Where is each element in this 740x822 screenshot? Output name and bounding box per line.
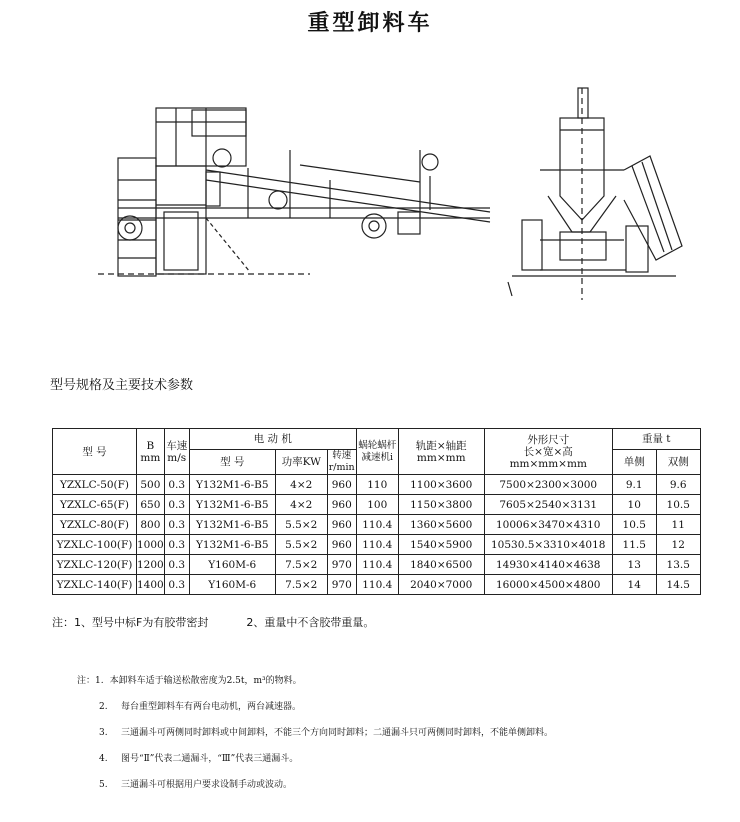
footnote-a: 注：1、型号中标F为有胶带密封 <box>52 616 209 629</box>
cell-rpm: 960 <box>327 475 356 495</box>
cell-dim: 7500×2300×3000 <box>484 475 612 495</box>
cell-model: YZXLC-100(F) <box>53 535 137 555</box>
unloader-drawing <box>0 0 740 360</box>
cell-speed: 0.3 <box>164 515 189 535</box>
cell-double: 10.5 <box>656 495 700 515</box>
cell-single: 10.5 <box>612 515 656 535</box>
cell-double: 14.5 <box>656 575 700 595</box>
end-view-drawing <box>508 88 682 300</box>
cell-motor: Y160M-6 <box>189 575 275 595</box>
note-text: 三通漏斗可根据用户要求设制手动或波动。 <box>121 780 293 790</box>
header-reducer: 蜗轮蜗杆减速机i <box>356 429 398 475</box>
cell-track: 1360×5600 <box>398 515 484 535</box>
cell-ratio: 110.4 <box>356 515 398 535</box>
cell-b: 1200 <box>137 555 165 575</box>
cell-ratio: 110 <box>356 475 398 495</box>
header-rpm-unit: r/min <box>328 462 355 473</box>
header-track-unit: mm×mm <box>416 451 466 464</box>
cell-track: 2040×7000 <box>398 575 484 595</box>
cell-ratio: 110.4 <box>356 575 398 595</box>
cell-track: 1840×6500 <box>398 555 484 575</box>
cell-speed: 0.3 <box>164 495 189 515</box>
cell-b: 500 <box>137 475 165 495</box>
header-speed-unit: m/s <box>167 451 187 464</box>
table-row <box>53 555 701 575</box>
cell-power: 7.5×2 <box>275 575 327 595</box>
cell-single: 9.1 <box>612 475 656 495</box>
note-item <box>77 675 302 687</box>
cell-rpm: 960 <box>327 515 356 535</box>
footnote-b: 2、重量中不含胶带重量。 <box>246 616 375 629</box>
note-item <box>99 701 301 713</box>
cell-dim: 16000×4500×4800 <box>484 575 612 595</box>
header-track <box>398 429 484 475</box>
header-speed-label: 车速 <box>166 439 188 452</box>
cell-double: 9.6 <box>656 475 700 495</box>
table-header-row <box>53 429 701 450</box>
cell-dim: 14930×4140×4638 <box>484 555 612 575</box>
side-view-drawing <box>98 108 490 276</box>
note-text: 图号“Ⅱ”代表二通漏斗，“Ⅲ”代表三通漏斗。 <box>121 754 299 764</box>
cell-track: 1540×5900 <box>398 535 484 555</box>
cell-motor: Y132M1-6-B5 <box>189 475 275 495</box>
note-lead: 注：1. <box>77 676 104 686</box>
note-text: 三通漏斗可两侧同时卸料或中间卸料，不能三个方向同时卸料；二通漏斗只可两侧同时卸料，不能单侧卸料。 <box>121 728 554 738</box>
header-weight: 重量 t <box>612 429 700 450</box>
cell-rpm: 970 <box>327 555 356 575</box>
cell-motor: Y132M1-6-B5 <box>189 495 275 515</box>
table-row <box>53 475 701 495</box>
section-title: 型号规格及主要技术参数 <box>50 378 194 393</box>
cell-model: YZXLC-140(F) <box>53 575 137 595</box>
header-speed <box>164 429 189 475</box>
header-double: 双侧 <box>656 450 700 475</box>
cell-track: 1100×3600 <box>398 475 484 495</box>
header-motor-model: 型 号 <box>189 450 275 475</box>
header-dim-unit: mm×mm×mm <box>509 457 587 470</box>
header-track-label: 轨距×轴距 <box>415 439 467 452</box>
cell-dim: 7605×2540×3131 <box>484 495 612 515</box>
table-row <box>53 535 701 555</box>
cell-speed: 0.3 <box>164 475 189 495</box>
cell-single: 10 <box>612 495 656 515</box>
cell-power: 5.5×2 <box>275 515 327 535</box>
cell-model: YZXLC-65(F) <box>53 495 137 515</box>
cell-speed: 0.3 <box>164 535 189 555</box>
header-model: 型 号 <box>53 429 137 475</box>
header-single: 单侧 <box>612 450 656 475</box>
cell-dim: 10006×3470×4310 <box>484 515 612 535</box>
cell-ratio: 110.4 <box>356 535 398 555</box>
header-dim-label: 外形尺寸 <box>527 433 570 446</box>
cell-single: 14 <box>612 575 656 595</box>
cell-rpm: 960 <box>327 495 356 515</box>
cell-b: 1400 <box>137 575 165 595</box>
cell-track: 1150×3800 <box>398 495 484 515</box>
cell-power: 5.5×2 <box>275 535 327 555</box>
cell-b: 800 <box>137 515 165 535</box>
cell-ratio: 100 <box>356 495 398 515</box>
table-footnote <box>52 614 374 630</box>
note-number: 5. <box>99 780 108 790</box>
table-row <box>53 495 701 515</box>
cell-power: 7.5×2 <box>275 555 327 575</box>
note-text: 本卸料车适于输送松散密度为2.5t，m³的物料。 <box>109 676 302 686</box>
header-dim-sub: 长×宽×高 <box>523 445 573 458</box>
header-motor: 电 动 机 <box>189 429 356 450</box>
note-number: 3. <box>99 728 108 738</box>
spec-table <box>52 428 701 595</box>
cell-rpm: 960 <box>327 535 356 555</box>
cell-model: YZXLC-50(F) <box>53 475 137 495</box>
cell-double: 13.5 <box>656 555 700 575</box>
page-title: 重型卸料车 <box>307 10 433 36</box>
note-number: 2. <box>99 702 108 712</box>
table-row <box>53 515 701 535</box>
cell-single: 13 <box>612 555 656 575</box>
cell-model: YZXLC-120(F) <box>53 555 137 575</box>
note-item <box>99 753 298 765</box>
header-b-unit: mm <box>140 451 161 464</box>
header-b <box>137 429 165 475</box>
header-rpm-label: 转速 <box>332 450 352 461</box>
cell-rpm: 970 <box>327 575 356 595</box>
header-dim <box>484 429 612 475</box>
header-b-label: B <box>146 439 155 452</box>
note-item <box>99 779 292 791</box>
cell-dim: 10530.5×3310×4018 <box>484 535 612 555</box>
cell-power: 4×2 <box>275 495 327 515</box>
header-motor-power: 功率KW <box>275 450 327 475</box>
note-item <box>99 727 553 739</box>
cell-b: 650 <box>137 495 165 515</box>
table-row <box>53 575 701 595</box>
cell-single: 11.5 <box>612 535 656 555</box>
note-text: 每台重型卸料车有两台电动机，两台减速器。 <box>121 702 302 712</box>
cell-motor: Y132M1-6-B5 <box>189 535 275 555</box>
cell-motor: Y160M-6 <box>189 555 275 575</box>
cell-speed: 0.3 <box>164 555 189 575</box>
cell-double: 12 <box>656 535 700 555</box>
cell-speed: 0.3 <box>164 575 189 595</box>
cell-double: 11 <box>656 515 700 535</box>
cell-ratio: 110.4 <box>356 555 398 575</box>
cell-b: 1000 <box>137 535 165 555</box>
header-motor-rpm <box>327 450 356 475</box>
cell-power: 4×2 <box>275 475 327 495</box>
cell-motor: Y132M1-6-B5 <box>189 515 275 535</box>
cell-model: YZXLC-80(F) <box>53 515 137 535</box>
note-number: 4. <box>99 754 108 764</box>
